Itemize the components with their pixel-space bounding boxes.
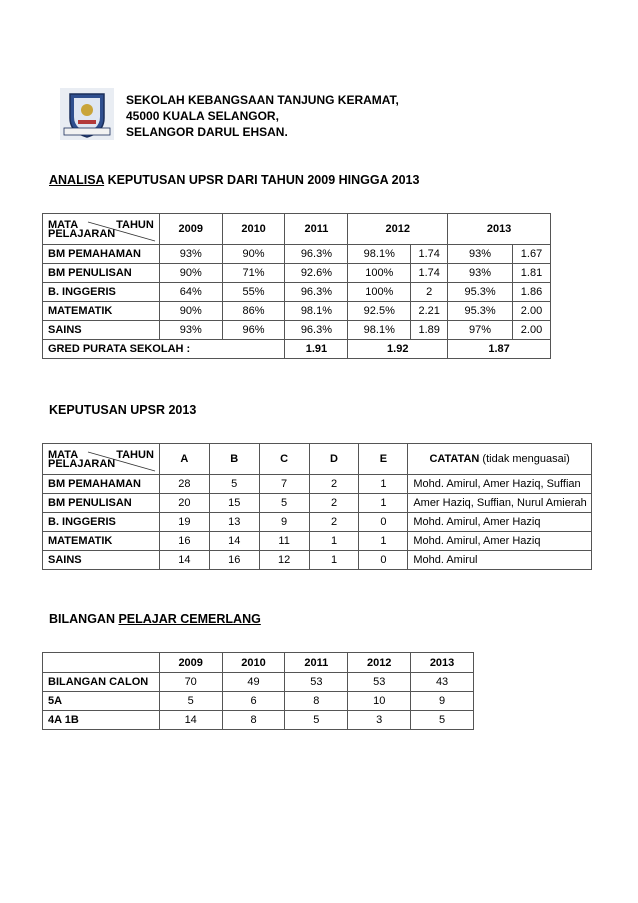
grade-header: E: [359, 444, 408, 475]
subject-cell: SAINS: [43, 551, 160, 570]
count-cell: 1: [309, 551, 359, 570]
catatan-header: [408, 444, 592, 475]
value-cell: 1.74: [411, 245, 448, 264]
count-cell: 16: [159, 532, 209, 551]
cemerlang-heading-plain: BILANGAN: [49, 612, 119, 626]
count-cell: 5: [209, 475, 259, 494]
grade-header: A: [159, 444, 209, 475]
table-row: [43, 245, 551, 264]
catatan-note: (tidak menguasai): [479, 453, 570, 465]
value-cell: 93%: [448, 245, 513, 264]
count-cell: 7: [259, 475, 309, 494]
gred-value: 1.87: [448, 340, 551, 359]
value-cell: 64%: [159, 283, 222, 302]
value-cell: 2.00: [513, 302, 551, 321]
value-cell: 1.89: [411, 321, 448, 340]
value-cell: 95.3%: [448, 283, 513, 302]
subject-cell: B. INGGERIS: [43, 513, 160, 532]
cemerlang-heading: [49, 612, 261, 626]
value-cell: 93%: [159, 321, 222, 340]
count-cell: 19: [159, 513, 209, 532]
count-cell: 16: [209, 551, 259, 570]
table-row: [43, 532, 592, 551]
value-cell: 100%: [348, 283, 411, 302]
value-cell: 5: [159, 692, 222, 711]
empty-corner: [43, 653, 160, 673]
value-cell: 90%: [159, 264, 222, 283]
table-row: [43, 513, 592, 532]
table-row: [43, 475, 592, 494]
value-cell: 98.1%: [348, 245, 411, 264]
table-row: [43, 321, 551, 340]
value-cell: 1.74: [411, 264, 448, 283]
count-cell: 1: [359, 475, 408, 494]
count-cell: 11: [259, 532, 309, 551]
value-cell: 92.6%: [285, 264, 348, 283]
note-cell: Mohd. Amirul, Amer Haziq: [408, 513, 592, 532]
value-cell: 90%: [159, 302, 222, 321]
table-row: [43, 692, 474, 711]
value-cell: 86%: [222, 302, 285, 321]
table-row: [43, 673, 474, 692]
corner-pelajaran: PELAJARAN: [48, 228, 116, 240]
corner-tahun: TAHUN: [116, 219, 154, 231]
year-header: 2010: [222, 214, 285, 245]
upsr-2013-heading: KEPUTUSAN UPSR 2013: [49, 403, 197, 417]
value-cell: 70: [159, 673, 222, 692]
value-cell: 10: [348, 692, 411, 711]
value-cell: 96.3%: [285, 321, 348, 340]
count-cell: 2: [309, 475, 359, 494]
upsr-2013-table: [42, 443, 592, 570]
value-cell: 93%: [448, 264, 513, 283]
note-cell: Mohd. Amirul, Amer Haziq, Suffian: [408, 475, 592, 494]
value-cell: 100%: [348, 264, 411, 283]
value-cell: 97%: [448, 321, 513, 340]
gred-value: 1.91: [285, 340, 348, 359]
count-cell: 14: [209, 532, 259, 551]
count-cell: 12: [259, 551, 309, 570]
count-cell: 28: [159, 475, 209, 494]
table-row: [43, 494, 592, 513]
value-cell: 92.5%: [348, 302, 411, 321]
cemerlang-table: [42, 652, 474, 730]
value-cell: 53: [285, 673, 348, 692]
school-state: SELANGOR DARUL EHSAN.: [126, 125, 288, 139]
year-header: 2010: [222, 653, 285, 673]
gred-value: 1.92: [348, 340, 448, 359]
count-cell: 2: [309, 513, 359, 532]
note-cell: Mohd. Amirul: [408, 551, 592, 570]
school-crest-logo: [60, 88, 114, 140]
value-cell: 95.3%: [448, 302, 513, 321]
value-cell: 1.67: [513, 245, 551, 264]
subject-cell: BM PEMAHAMAN: [43, 245, 160, 264]
year-header: 2009: [159, 214, 222, 245]
cemerlang-heading-underlined: PELAJAR CEMERLANG: [118, 612, 261, 626]
value-cell: 49: [222, 673, 285, 692]
year-header: 2012: [348, 214, 448, 245]
count-cell: 13: [209, 513, 259, 532]
count-cell: 9: [259, 513, 309, 532]
grade-header: B: [209, 444, 259, 475]
value-cell: 96%: [222, 321, 285, 340]
value-cell: 6: [222, 692, 285, 711]
count-cell: 2: [309, 494, 359, 513]
value-cell: 53: [348, 673, 411, 692]
school-name: SEKOLAH KEBANGSAAN TANJUNG KERAMAT,: [126, 93, 399, 107]
value-cell: 43: [411, 673, 474, 692]
count-cell: 0: [359, 551, 408, 570]
year-header: 2013: [448, 214, 551, 245]
value-cell: 14: [159, 711, 222, 730]
subject-cell: MATEMATIK: [43, 302, 160, 321]
value-cell: 1.86: [513, 283, 551, 302]
corner-pelajaran: PELAJARAN: [48, 458, 116, 470]
analysis-header-row: [43, 214, 551, 245]
count-cell: 14: [159, 551, 209, 570]
count-cell: 5: [259, 494, 309, 513]
value-cell: 5: [411, 711, 474, 730]
value-cell: 2.21: [411, 302, 448, 321]
gred-row: [43, 340, 551, 359]
year-header: 2013: [411, 653, 474, 673]
year-header: 2009: [159, 653, 222, 673]
grade-header: D: [309, 444, 359, 475]
row-label: 4A 1B: [43, 711, 160, 730]
value-cell: 9: [411, 692, 474, 711]
value-cell: 8: [285, 692, 348, 711]
value-cell: 98.1%: [348, 321, 411, 340]
subject-cell: B. INGGERIS: [43, 283, 160, 302]
row-label: BILANGAN CALON: [43, 673, 160, 692]
count-cell: 1: [359, 494, 408, 513]
year-header: 2011: [285, 653, 348, 673]
catatan-bold: CATATAN: [429, 453, 480, 465]
year-header: 2012: [348, 653, 411, 673]
subject-cell: BM PEMAHAMAN: [43, 475, 160, 494]
value-cell: 55%: [222, 283, 285, 302]
value-cell: 90%: [222, 245, 285, 264]
corner-mata: MATA: [48, 219, 79, 231]
value-cell: 71%: [222, 264, 285, 283]
corner-tahun: TAHUN: [116, 449, 154, 461]
table-row: [43, 302, 551, 321]
count-cell: 1: [359, 532, 408, 551]
note-cell: Amer Haziq, Suffian, Nurul Amierah: [408, 494, 592, 513]
value-cell: 98.1%: [285, 302, 348, 321]
table-row: [43, 551, 592, 570]
value-cell: 1.81: [513, 264, 551, 283]
school-postcode-city: 45000 KUALA SELANGOR,: [126, 109, 279, 123]
count-cell: 20: [159, 494, 209, 513]
table-row: [43, 283, 551, 302]
value-cell: 5: [285, 711, 348, 730]
row-label: 5A: [43, 692, 160, 711]
table-row: [43, 711, 474, 730]
value-cell: 2.00: [513, 321, 551, 340]
subject-cell: SAINS: [43, 321, 160, 340]
cemerlang-header-row: [43, 653, 474, 673]
count-cell: 1: [309, 532, 359, 551]
value-cell: 2: [411, 283, 448, 302]
corner-header: [43, 214, 160, 245]
year-header: 2011: [285, 214, 348, 245]
value-cell: 93%: [159, 245, 222, 264]
analysis-heading-underlined: ANALISA: [49, 173, 105, 187]
subject-cell: BM PENULISAN: [43, 494, 160, 513]
upsr-header-row: [43, 444, 592, 475]
value-cell: 96.3%: [285, 245, 348, 264]
value-cell: 96.3%: [285, 283, 348, 302]
value-cell: 8: [222, 711, 285, 730]
gred-label: GRED PURATA SEKOLAH :: [43, 340, 285, 359]
analysis-table: [42, 213, 551, 359]
count-cell: 15: [209, 494, 259, 513]
note-cell: Mohd. Amirul, Amer Haziq: [408, 532, 592, 551]
count-cell: 0: [359, 513, 408, 532]
subject-cell: BM PENULISAN: [43, 264, 160, 283]
corner-header: [43, 444, 160, 475]
analysis-heading: [49, 173, 419, 187]
corner-mata: MATA: [48, 449, 79, 461]
subject-cell: MATEMATIK: [43, 532, 160, 551]
table-row: [43, 264, 551, 283]
analysis-heading-rest: KEPUTUSAN UPSR DARI TAHUN 2009 HINGGA 2013: [104, 173, 420, 187]
grade-header: C: [259, 444, 309, 475]
value-cell: 3: [348, 711, 411, 730]
